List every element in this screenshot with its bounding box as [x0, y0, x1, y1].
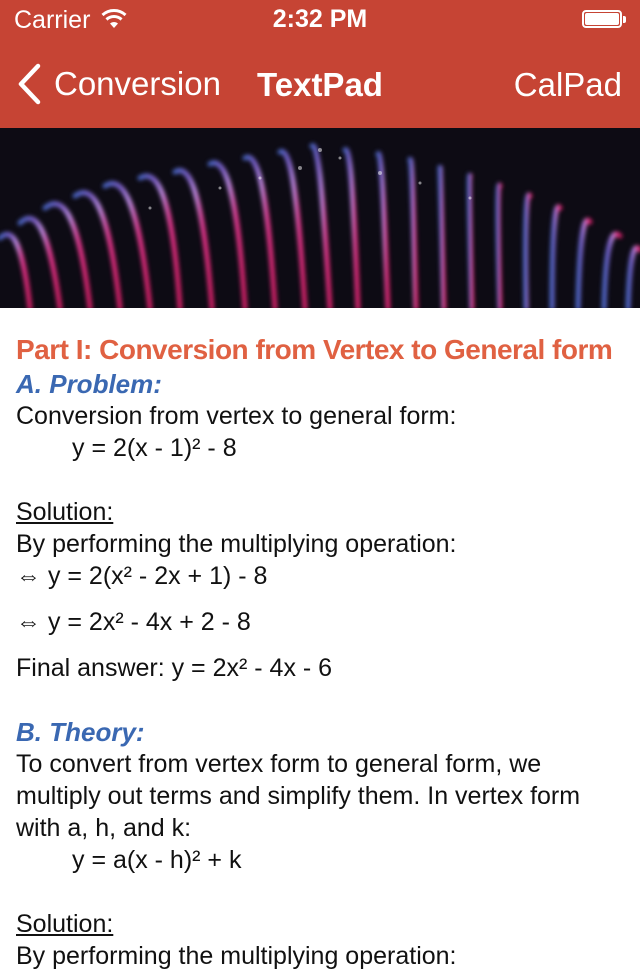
part-title: Part I: Conversion from Vertex to General form — [16, 334, 613, 365]
header-banner-image — [0, 128, 640, 308]
theory-equation: y = a(x - h)² + k — [72, 846, 242, 874]
theory-heading: B. Theory: — [16, 717, 145, 747]
problem-equation: y = 2(x - 1)² - 8 — [72, 434, 237, 462]
theory-text: To convert from vertex form to general form, we multiply out terms and simplify them. In vertex form with a, h, and k: — [16, 750, 581, 842]
navigation-bar — [0, 40, 640, 128]
final-answer: Final answer: y = 2x² - 4x - 6 — [16, 654, 333, 682]
status-bar — [0, 0, 640, 40]
header — [0, 0, 640, 128]
carrier-label: Carrier — [14, 6, 91, 34]
status-time: 2:32 PM — [272, 5, 368, 33]
calpad-button[interactable]: CalPad — [513, 66, 622, 103]
solution-step-1: ⇔ y = 2(x² - 2x + 1) - 8 — [16, 562, 268, 590]
solution-step-2: ⇔ y = 2x² - 4x + 2 - 8 — [16, 608, 251, 636]
solution-intro: By performing the multiplying operation: — [16, 530, 457, 558]
solution-label-2: Solution: — [16, 910, 114, 938]
solution-label: Solution: — [16, 498, 114, 526]
back-button[interactable] — [16, 62, 221, 106]
back-button-label: Conversion — [54, 65, 221, 102]
chevron-left-icon — [16, 62, 42, 106]
problem-intro: Conversion from vertex to general form: — [16, 402, 457, 430]
text-content — [16, 334, 628, 972]
problem-heading: A. Problem: — [16, 369, 162, 399]
fountain-lights-image — [0, 128, 640, 308]
page-title: TextPad — [257, 66, 383, 103]
battery-icon — [582, 10, 628, 30]
solution-intro-2: By performing the multiplying operation: — [16, 942, 457, 970]
